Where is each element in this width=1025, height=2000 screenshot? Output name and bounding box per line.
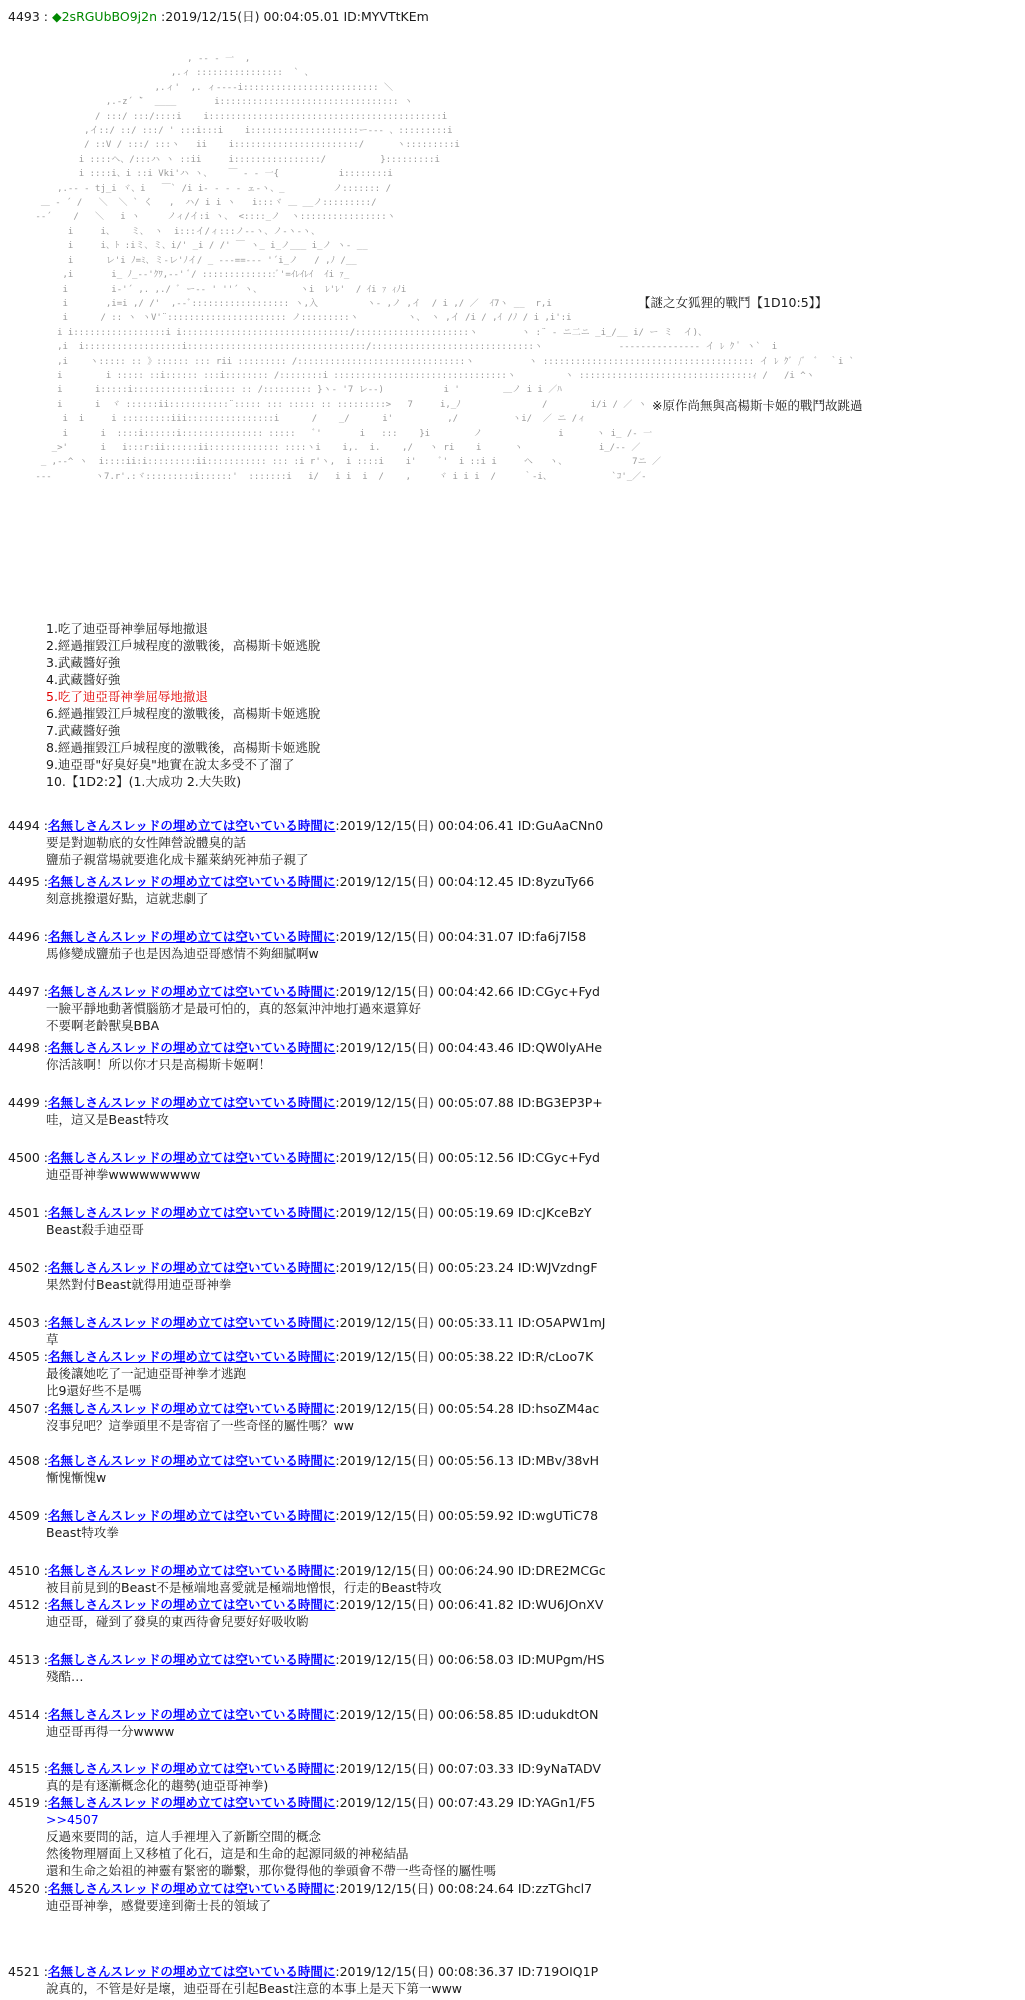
post-date-id: :2019/12/15(日) 00:05:33.11 ID:O5APW1mJ — [335, 1315, 606, 1330]
poster-name[interactable]: 名無しさんスレッドの埋め立ては空いている時間に — [48, 1761, 336, 1776]
post-line: 還和生命之始祖的神靈有緊密的聯繫，那你覺得他的拳頭會不帶一些奇怪的屬性嗎 — [46, 1863, 497, 1878]
post-header: 4494 :名無しさんスレッドの埋め立ては空いている時間に:2019/12/15(日) 00:04:06.41 ID:GuAaCNn0 — [8, 818, 604, 833]
post-line: 比9還好些不是嗎 — [46, 1383, 142, 1398]
post-line: 哇，這又是Beast特攻 — [46, 1112, 169, 1127]
post-number[interactable]: 4513 — [8, 1652, 40, 1667]
post-header: 4497 :名無しさんスレッドの埋め立ては空いている時間に:2019/12/15(日) 00:04:42.66 ID:CGyc+Fyd — [8, 984, 600, 999]
post-body — [46, 945, 1008, 962]
post-line: 殘酷… — [46, 1669, 84, 1684]
post-number[interactable]: 4508 — [8, 1453, 40, 1468]
post-line: 然後物理層面上又移植了化石，這是和生命的起源同級的神秘結晶 — [46, 1846, 409, 1861]
post-reply-link[interactable]: >>4507 — [46, 1812, 99, 1827]
post-date-id: :2019/12/15(日) 00:08:36.37 ID:719OIQ1P — [335, 1964, 599, 1979]
post-header: 4520 :名無しさんスレッドの埋め立ては空いている時間に:2019/12/15(日) 00:08:24.64 ID:zzTGhcl7 — [8, 1881, 593, 1896]
post-date-id: :2019/12/15(日) 00:04:12.45 ID:8yzuTy66 — [335, 874, 595, 889]
post-line: 迪亞哥再得一分wwww — [46, 1724, 175, 1739]
reply-post — [8, 983, 1008, 1034]
poster-name[interactable]: 名無しさんスレッドの埋め立ては空いている時間に — [48, 1453, 336, 1468]
option-item: 1.吃了迪亞哥神拳屈辱地撤退 — [46, 621, 208, 636]
option-item: 7.武藏醬好強 — [46, 723, 121, 738]
post-number[interactable]: 4509 — [8, 1508, 40, 1523]
post-header: 4500 :名無しさんスレッドの埋め立ては空いている時間に:2019/12/15(日) 00:05:12.56 ID:CGyc+Fyd — [8, 1150, 600, 1165]
post-body — [46, 1056, 1008, 1073]
post-line: 刻意挑撥還好點，這就悲劇了 — [46, 891, 209, 906]
post-line: 鹽茄子親當場就要進化成卡羅萊納死神茄子親了 — [46, 852, 309, 867]
post-line: 迪亞哥神拳，感覺要達到衛士長的領域了 — [46, 1898, 272, 1913]
post-number[interactable]: 4519 — [8, 1795, 40, 1810]
post-date-id: :2019/12/15(日) 00:05:23.24 ID:WJVzdngF — [335, 1260, 598, 1275]
post-header: 4521 :名無しさんスレッドの埋め立ては空いている時間に:2019/12/15(日) 00:08:36.37 ID:719OIQ1P — [8, 1964, 599, 1979]
poster-name[interactable]: 名無しさんスレッドの埋め立ては空いている時間に — [48, 818, 336, 833]
reply-post — [8, 1760, 1008, 1794]
post-line: Beast特攻拳 — [46, 1525, 119, 1540]
post-number[interactable]: 4512 — [8, 1597, 40, 1612]
op-options — [8, 620, 1008, 790]
post-body — [46, 1221, 1008, 1238]
post-body — [46, 1613, 1008, 1630]
post-number[interactable]: 4500 — [8, 1150, 40, 1165]
post-number[interactable]: 4515 — [8, 1761, 40, 1776]
poster-name[interactable]: 名無しさんスレッドの埋め立ては空いている時間に — [48, 1349, 336, 1364]
post-body — [46, 1723, 1008, 1740]
post-date-id: :2019/12/15(日) 00:05:07.88 ID:BG3EP3P+ — [335, 1095, 603, 1110]
post-number[interactable]: 4503 — [8, 1315, 40, 1330]
poster-name[interactable]: 名無しさんスレッドの埋め立ては空いている時間に — [48, 874, 336, 889]
post-header: 4505 :名無しさんスレッドの埋め立ては空いている時間に:2019/12/15(日) 00:05:38.22 ID:R/cLoo7K — [8, 1349, 594, 1364]
post-line: 不要啊老齡獸臭BBA — [46, 1018, 160, 1033]
post-number[interactable]: 4520 — [8, 1881, 40, 1896]
reply-post — [8, 1348, 1008, 1399]
post-date-id: :2019/12/15(日) 00:07:43.29 ID:YAGn1/F5 — [335, 1795, 596, 1810]
post-header: 4514 :名無しさんスレッドの埋め立ては空いている時間に:2019/12/15(日) 00:06:58.85 ID:udukdtON — [8, 1707, 599, 1722]
post-line: 沒事兒吧？這拳頭里不是寄宿了一些奇怪的屬性嗎？ww — [46, 1418, 354, 1433]
post-number[interactable]: 4499 — [8, 1095, 40, 1110]
reply-post — [8, 1706, 1008, 1740]
post-date-id: :2019/12/15(日) 00:05:38.22 ID:R/cLoo7K — [335, 1349, 594, 1364]
post-header: 4512 :名無しさんスレッドの埋め立ては空いている時間に:2019/12/15(日) 00:06:41.82 ID:WU6JOnXV — [8, 1597, 604, 1612]
post-header: 4519 :名無しさんスレッドの埋め立ては空いている時間に:2019/12/15(日) 00:07:43.29 ID:YAGn1/F5 — [8, 1795, 596, 1810]
post-line: 馬修變成鹽茄子也是因為迪亞哥感情不夠細膩啊w — [46, 946, 319, 961]
reply-post — [8, 1651, 1008, 1685]
post-line: 迪亞哥，碰到了發臭的東西待會兒要好好吸收喲 — [46, 1614, 309, 1629]
post-line: 草 — [46, 1332, 59, 1347]
reply-post — [8, 1204, 1008, 1238]
post-date-id: :2019/12/15(日) 00:04:31.07 ID:fa6j7l58 — [335, 929, 587, 944]
option-item: 6.經過摧毀江戶城程度的激戰後，高楊斯卡姬逃脫 — [46, 706, 321, 721]
post-number[interactable]: 4507 — [8, 1401, 40, 1416]
battle-title-note: 【謎之女狐狸的戰鬥【1D10:5】】 — [638, 295, 828, 310]
post-line: Beast殺手迪亞哥 — [46, 1222, 144, 1237]
post-body — [46, 1417, 1008, 1434]
post-number[interactable]: 4496 — [8, 929, 40, 944]
post-number[interactable]: 4505 — [8, 1349, 40, 1364]
reply-post — [8, 1596, 1008, 1630]
post-number[interactable]: 4497 — [8, 984, 40, 999]
post-date-id: :2019/12/15(日) 00:05:12.56 ID:CGyc+Fyd — [335, 1150, 600, 1165]
post-number[interactable]: 4502 — [8, 1260, 40, 1275]
post-line: 慚愧慚愧w — [46, 1470, 107, 1485]
post-date-id: :2019/12/15(日) 00:08:24.64 ID:zzTGhcl7 — [335, 1881, 593, 1896]
post-body — [46, 1111, 1008, 1128]
poster-name[interactable]: 名無しさんスレッドの埋め立ては空いている時間に — [48, 1652, 336, 1667]
reply-post — [8, 1149, 1008, 1183]
post-line: 真的是有逐漸概念化的趨勢(迪亞哥神拳) — [46, 1778, 269, 1793]
post-header: 4509 :名無しさんスレッドの埋め立ては空いている時間に:2019/12/15(日) 00:05:59.92 ID:wgUTiC78 — [8, 1508, 599, 1523]
post-line: 迪亞哥神拳wwwwwwwww — [46, 1167, 201, 1182]
post-date-id: :2019/12/15(日) 00:06:58.85 ID:udukdtON — [335, 1707, 599, 1722]
post-body — [46, 1897, 1008, 1914]
poster-name[interactable]: 名無しさんスレッドの埋め立ては空いている時間に — [48, 1795, 336, 1810]
post-number[interactable]: 4493 — [8, 9, 40, 24]
post-date-id: :2019/12/15(日) 00:04:06.41 ID:GuAaCNn0 — [335, 818, 604, 833]
options-list — [46, 620, 1008, 790]
option-item: 3.武藏醬好強 — [46, 655, 121, 670]
post-header: 4503 :名無しさんスレッドの埋め立ては空いている時間に:2019/12/15(日) 00:05:33.11 ID:O5APW1mJ — [8, 1315, 606, 1330]
post-body — [46, 1276, 1008, 1293]
poster-name[interactable]: 名無しさんスレッドの埋め立ては空いている時間に — [48, 1095, 336, 1110]
post-header: 4510 :名無しさんスレッドの埋め立ては空いている時間に:2019/12/15(日) 00:06:24.90 ID:DRE2MCGc — [8, 1563, 606, 1578]
poster-name[interactable]: 名無しさんスレッドの埋め立ては空いている時間に — [48, 1150, 336, 1165]
option-item: 8.經過摧毀江戶城程度的激戰後，高楊斯卡姬逃脫 — [46, 740, 321, 755]
reply-post — [8, 1259, 1008, 1293]
post-body — [46, 1811, 1008, 1879]
post-line: 被目前見到的Beast不是極端地喜愛就是極端地憎恨，行走的Beast特攻 — [46, 1580, 442, 1595]
post-date-id: :2019/12/15(日) 00:07:03.33 ID:9yNaTADV — [335, 1761, 601, 1776]
reply-post — [8, 873, 1008, 907]
post-line: 反過來要問的話，這人手裡埋入了新斷空間的概念 — [46, 1829, 322, 1844]
post-body — [46, 834, 1008, 868]
post-date-id: :2019/12/15(日) 00:05:56.13 ID:MBv/38vH — [335, 1453, 600, 1468]
post-body — [46, 1668, 1008, 1685]
post-line: 說真的，不管是好是壞，迪亞哥在引起Beast注意的本事上是天下第一www — [46, 1981, 463, 1996]
reply-post — [8, 1507, 1008, 1541]
skip-note: ※原作尚無與高楊斯卡姬的戰鬥故跳過 — [652, 398, 863, 413]
poster-name[interactable]: 名無しさんスレッドの埋め立ては空いている時間に — [48, 1597, 336, 1612]
post-body — [46, 1579, 1008, 1596]
post-date-id: :2019/12/15(日) 00:06:41.82 ID:WU6JOnXV — [335, 1597, 604, 1612]
reply-post — [8, 1562, 1008, 1596]
reply-post — [8, 817, 1008, 868]
post-number[interactable]: 4501 — [8, 1205, 40, 1220]
post-header: 4507 :名無しさんスレッドの埋め立ては空いている時間に:2019/12/15(日) 00:05:54.28 ID:hsoZM4ac — [8, 1401, 600, 1416]
post-header: 4498 :名無しさんスレッドの埋め立ては空いている時間に:2019/12/15(日) 00:04:43.46 ID:QW0lyAHe — [8, 1040, 603, 1055]
post-body — [46, 1524, 1008, 1541]
poster-name[interactable]: 名無しさんスレッドの埋め立ては空いている時間に — [48, 1563, 336, 1578]
poster-name[interactable]: 名無しさんスレッドの埋め立ては空いている時間に — [48, 1205, 336, 1220]
post-date-id: :2019/12/15(日) 00:04:43.46 ID:QW0lyAHe — [335, 1040, 603, 1055]
option-item-selected: 5.吃了迪亞哥神拳屈辱地撤退 — [46, 689, 208, 704]
post-line: 你活該啊！所以你才只是高楊斯卡姬啊！ — [46, 1057, 272, 1072]
reply-post — [8, 1039, 1008, 1073]
post-date-id: :2019/12/15(日) 00:05:54.28 ID:hsoZM4ac — [335, 1401, 600, 1416]
post-body — [46, 890, 1008, 907]
post-number[interactable]: 4514 — [8, 1707, 40, 1722]
post-line: 果然對付Beast就得用迪亞哥神拳 — [46, 1277, 232, 1292]
post-date-id: :2019/12/15(日) 00:06:58.03 ID:MUPgm/HS — [335, 1652, 605, 1667]
poster-name[interactable]: 名無しさんスレッドの埋め立ては空いている時間に — [48, 929, 336, 944]
poster-name[interactable]: 名無しさんスレッドの埋め立ては空いている時間に — [48, 984, 336, 999]
post-date-id: :2019/12/15(日) 00:05:19.69 ID:cJKceBzY — [335, 1205, 592, 1220]
option-item: 9.迪亞哥"好臭好臭"地實在說太多受不了溜了 — [46, 757, 295, 772]
post-number[interactable]: 4510 — [8, 1563, 40, 1578]
post-number[interactable]: 4521 — [8, 1964, 40, 1979]
post-line: 要是對迦勒底的女性陣營說體臭的話 — [46, 835, 247, 850]
post-number[interactable]: 4494 — [8, 818, 40, 833]
post-header: 4493 : ◆2sRGUbBO9j2n :2019/12/15(日) 00:04:05.01 ID:MYVTtKEm — [8, 9, 429, 24]
post-header: 4496 :名無しさんスレッドの埋め立ては空いている時間に:2019/12/15(日) 00:04:31.07 ID:fa6j7l58 — [8, 929, 587, 944]
poster-name[interactable]: 名無しさんスレッドの埋め立ては空いている時間に — [48, 1508, 336, 1523]
reply-post — [8, 1794, 1008, 1879]
post-body — [46, 1469, 1008, 1486]
post-header: 4515 :名無しさんスレッドの埋め立ては空いている時間に:2019/12/15(日) 00:07:03.33 ID:9yNaTADV — [8, 1761, 601, 1776]
post-header: 4501 :名無しさんスレッドの埋め立ては空いている時間に:2019/12/15(日) 00:05:19.69 ID:cJKceBzY — [8, 1205, 592, 1220]
poster-name[interactable]: 名無しさんスレッドの埋め立ては空いている時間に — [48, 1707, 336, 1722]
post-line: 最後讓她吃了一記迪亞哥神拳才逃跑 — [46, 1366, 247, 1381]
option-item: 10.【1D2:2】(1.大成功 2.大失敗) — [46, 774, 242, 789]
post-header: 4495 :名無しさんスレッドの埋め立ては空いている時間に:2019/12/15(日) 00:04:12.45 ID:8yzuTy66 — [8, 874, 595, 889]
post-number[interactable]: 4498 — [8, 1040, 40, 1055]
reply-post — [8, 1094, 1008, 1128]
reply-post — [8, 1314, 1008, 1348]
post-body — [46, 1000, 1008, 1034]
option-item: 2.經過摧毀江戶城程度的激戰後，高楊斯卡姬逃脫 — [46, 638, 321, 653]
post-body — [46, 1980, 1008, 1997]
post-header: 4502 :名無しさんスレッドの埋め立ては空いている時間に:2019/12/15(日) 00:05:23.24 ID:WJVzdngF — [8, 1260, 598, 1275]
post-number[interactable]: 4495 — [8, 874, 40, 889]
poster-tripcode: ◆2sRGUbBO9j2n — [51, 9, 158, 24]
option-item: 4.武藏醬好強 — [46, 672, 121, 687]
post-header: 4508 :名無しさんスレッドの埋め立ては空いている時間に:2019/12/15(日) 00:05:56.13 ID:MBv/38vH — [8, 1453, 600, 1468]
poster-name[interactable]: 名無しさんスレッドの埋め立ては空いている時間に — [48, 1401, 336, 1416]
post-body — [46, 1331, 1008, 1348]
post-body — [46, 1365, 1008, 1399]
poster-name[interactable]: 名無しさんスレッドの埋め立ては空いている時間に — [48, 1964, 336, 1979]
op-post — [8, 8, 1008, 25]
reply-post — [8, 928, 1008, 962]
poster-name[interactable]: 名無しさんスレッドの埋め立ては空いている時間に — [48, 1315, 336, 1330]
post-header: 4499 :名無しさんスレッドの埋め立ては空いている時間に:2019/12/15(日) 00:05:07.88 ID:BG3EP3P+ — [8, 1095, 603, 1110]
ascii-art: , -‐ ‐ 一 , ,.ィ :::::::::::::::: ` 、 ,.ィ' ,. ィ‐‐‐‐i::::::::::::::::::::::::: ＼ ,.‐z´ ̄` ____ i::::::::::::::::::::::::::::::::: ヽ / :::/ :::/::::i i:::::::::::::::::::::::::::::::::::::::::::i ,イ::/ ::/ :::/ ' :::i:::i i::::::::::::::::::::ー‐‐‐ 、:::::::::i / ::V / :::/ :::ヽ ii i:::::::::::::::::::::::/ ヽ:::::::::i i ::::ヘ、/:::ハ ヽ ::ii i::::::::::::::::/ }:::::::::i i ::::i、i ::i Vki'ハ ヽ、 ￣ ‐ ‐ 一{ i::::::::i ,.‐‐ ‐ tj_i ヾ、i ￣` /i i‐ ‐ ‐ ‐ ェ‐ヽ、_ ノ::::::: / ＿ ‐ ´ / ＼ ＼ ` く , ハ/ i i ヽ i:::ヾ ＿ __ノ:::::::::/ -‐´ / ＼ i ヽ ノィ/イ:i ヽ、 <::::_ノ ヽ::::::::::::::::ヽ i i、 ミ、 ヽ i:::イ/ィ:::ノ‐‐ヽ、ノ‐ヽ‐ヽ、 i i、ﾄ :iミ、ミ、i/' _i / /' ￣ ヽ_ i_ノ___ i_ノ ヽ‐ __ i レ'i ﾉ=ﾐ、ミ-レ'ﾉイ/ _ ‐‐-==‐‐‐ '´i_ノ / ,ﾉ /__ ,i i_ ﾉ_-‐'ｸﾜ,-‐' ﾞ/ ::::::::::::::ﾞ'=ｲﾚｲﾚｲ ｲi ｧ_ i i‐'´ ,. ,./ ﾞ ー-‐ ' ''´ ヽ、 ヽi ﾚ'ﾚ' / ｲi ｧ ｨﾉi i ,i=i ,/ /' ,-‐ﾞ:::::::::::::::::: ヽ,入 ヽ‐ ,ノ ,イ / i ,/ ／ ｲ7ヽ __ r,i i / :: ヽ ヽV'¨:::::::::::::::::::::: ノ:::::::::ヽ ヽ、 ヽ ,イ /i / ,ｲ /ﾉ / i ,i':i i i:::::::::::::::::i i:::::::::::::::::::::::::::::::/:::::::::::::::::::::ヽ ヽ :¨ ‐ ニ二ニ _i_/__ i/ ー ミ イ)、 ,i i::::::::::::::::::i:::::::::::::::::::::::::::::::::/::::::::::::::::::::::::::::::ヽ ‐‐‐‐‐‐‐‐‐‐‐‐‐‐‐ イ ﾚ ｸ ﾟ ヽ` i ,i ヽ::::: :: 》:::::: ::: rii ::::::::: /:::::::::::::::::::::::::::::::ヽ ヽ ::::::::::::::::::::::::::::::::::::::: イ ﾚ ｸﾞ /ﾞ ﾞ ｀i ` i i ::::: ::i:::::: :::i:::::::: /::::::::i ::::::::::::::::::::::::::::::::ヽ ヽ ::::::::::::::::::::::::::::::::ｨ / /i ^ヽ i i:::::i:::::::::::::i::::: :: /::::::::: }ヽ‐ '7 レ‐‐) i ' ＿ノ i i ／ﾊ i i ヾ ::::::ii:::::::::::¨::::: ::: ::::: :: :::::::::> 7 i,_ﾉ / i/i / ／ ヽ i i i :::::::::iii::::::::::::::::i / _/ i' ,/ ヽi/ ／ ニ /ィ i i ::::i::::::i::::::::::::::: ::::: ﾞ' i ::: }i ノ i ヽ i_ /- 一 _>' i i:::r:ii::::::ii::::::::::::: ::::ヽi i,. i. ,/ ヽ ri i ヽ i_/‐‐ ／ _ ,-‐^ ヽ i::::ii:i:::::::::ii::::::::::: ::: :i r'ヽ, i ::::i i' ﾞ' i ::i i ヘ ヽ、 7ニ ／ ‐‐‐ ヽ7.r'.:ヾ:::::::::i::::::' :::::::i i/ i i i / , ヾ i i i / ｀‐i、 `ｺ'_／‐ — [35, 54, 855, 482]
post-date-id: :2019/12/15(日) 00:04:05.01 ID:MYVTtKEm — [161, 9, 429, 24]
reply-post — [8, 1880, 1008, 1914]
post-date-id: :2019/12/15(日) 00:06:24.90 ID:DRE2MCGc — [335, 1563, 606, 1578]
reply-post — [8, 1400, 1008, 1434]
post-date-id: :2019/12/15(日) 00:04:42.66 ID:CGyc+Fyd — [335, 984, 600, 999]
post-body — [46, 1777, 1008, 1794]
reply-post — [8, 1452, 1008, 1486]
poster-name[interactable]: 名無しさんスレッドの埋め立ては空いている時間に — [48, 1260, 336, 1275]
poster-name[interactable]: 名無しさんスレッドの埋め立ては空いている時間に — [48, 1040, 336, 1055]
post-body — [46, 1166, 1008, 1183]
reply-post — [8, 1963, 1008, 1997]
post-header: 4513 :名無しさんスレッドの埋め立ては空いている時間に:2019/12/15(日) 00:06:58.03 ID:MUPgm/HS — [8, 1652, 605, 1667]
post-line: 一臉平靜地動著慣腦筋才是最可怕的，真的怒氣沖沖地打過來還算好 — [46, 1001, 422, 1016]
poster-name[interactable]: 名無しさんスレッドの埋め立ては空いている時間に — [48, 1881, 336, 1896]
post-date-id: :2019/12/15(日) 00:05:59.92 ID:wgUTiC78 — [335, 1508, 599, 1523]
